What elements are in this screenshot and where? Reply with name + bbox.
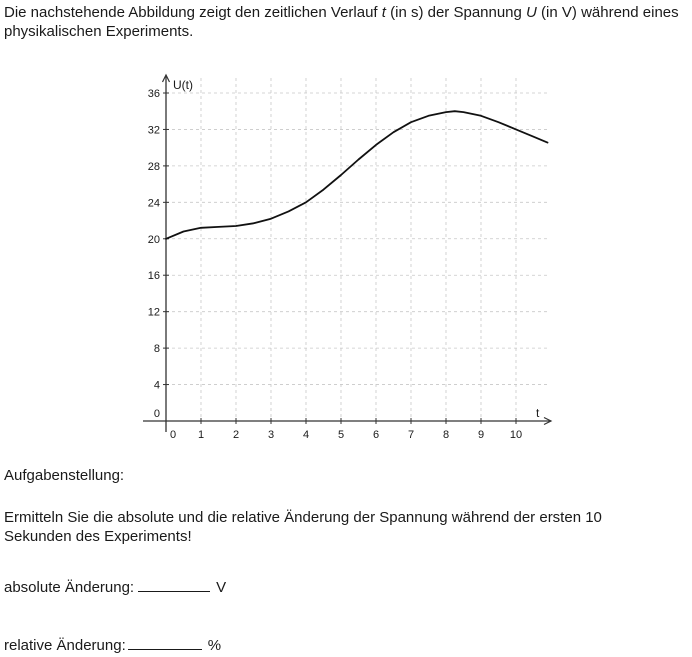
variable-t: t [381,4,386,21]
chart-axes [143,75,551,432]
absolute-change-row [4,577,226,597]
y-tick-label: 20 [147,233,160,246]
y-tick-label: 32 [147,124,160,137]
x-tick-label: 5 [337,429,345,441]
intro-part-2: (in s) der Spannung [385,4,527,21]
intro-part-1: Die nachstehende Abbildung zeigt den zeitlichen Verlauf [4,4,382,21]
section-heading: Aufgabenstellung: [4,467,125,484]
y-tick-label: 8 [153,343,160,356]
relative-change-label: relative Änderung: [4,637,126,654]
x-tick-label: 10 [509,429,523,441]
x-tick-label: 3 [267,429,275,441]
series-line-u-of-t [166,111,548,239]
intro-part-3: (in V) während eines physikalischen Experiments. [4,4,679,40]
absolute-change-blank[interactable] [138,577,210,592]
x-tick-label: 8 [442,429,450,441]
x-tick-label: 7 [407,429,415,441]
x-tick-label: 0 [169,429,177,441]
absolute-change-unit: V [216,579,227,596]
relative-change-unit: % [207,637,222,654]
y-tick-label: 4 [153,379,160,392]
absolute-change-label: absolute Änderung: [4,579,135,596]
x-axis-label: t [536,406,540,420]
variable-u: U [526,4,537,21]
y-tick-label: 36 [147,88,160,100]
y-tick-label: 24 [147,197,160,210]
x-tick-label: 4 [302,429,310,441]
relative-change-blank[interactable] [128,635,202,650]
chart-ticks [148,88,522,441]
task-text: Ermitteln Sie die absolute und die relative Änderung der Spannung während der ersten 10 Sekunden des Experiments! [4,509,602,545]
x-tick-label: 2 [232,429,240,441]
chart-grid [166,78,550,421]
y-tick-label: 12 [147,306,160,319]
x-tick-label: 9 [477,429,485,441]
y-tick-label: 16 [147,270,160,283]
relative-change-row [4,635,221,655]
y-tick-label: 0 [153,408,160,420]
x-tick-label: 1 [197,429,205,441]
x-tick-label: 6 [372,429,380,441]
y-tick-label: 28 [147,160,160,173]
chart-series [166,111,548,239]
y-axis-label: U(t) [173,78,193,92]
